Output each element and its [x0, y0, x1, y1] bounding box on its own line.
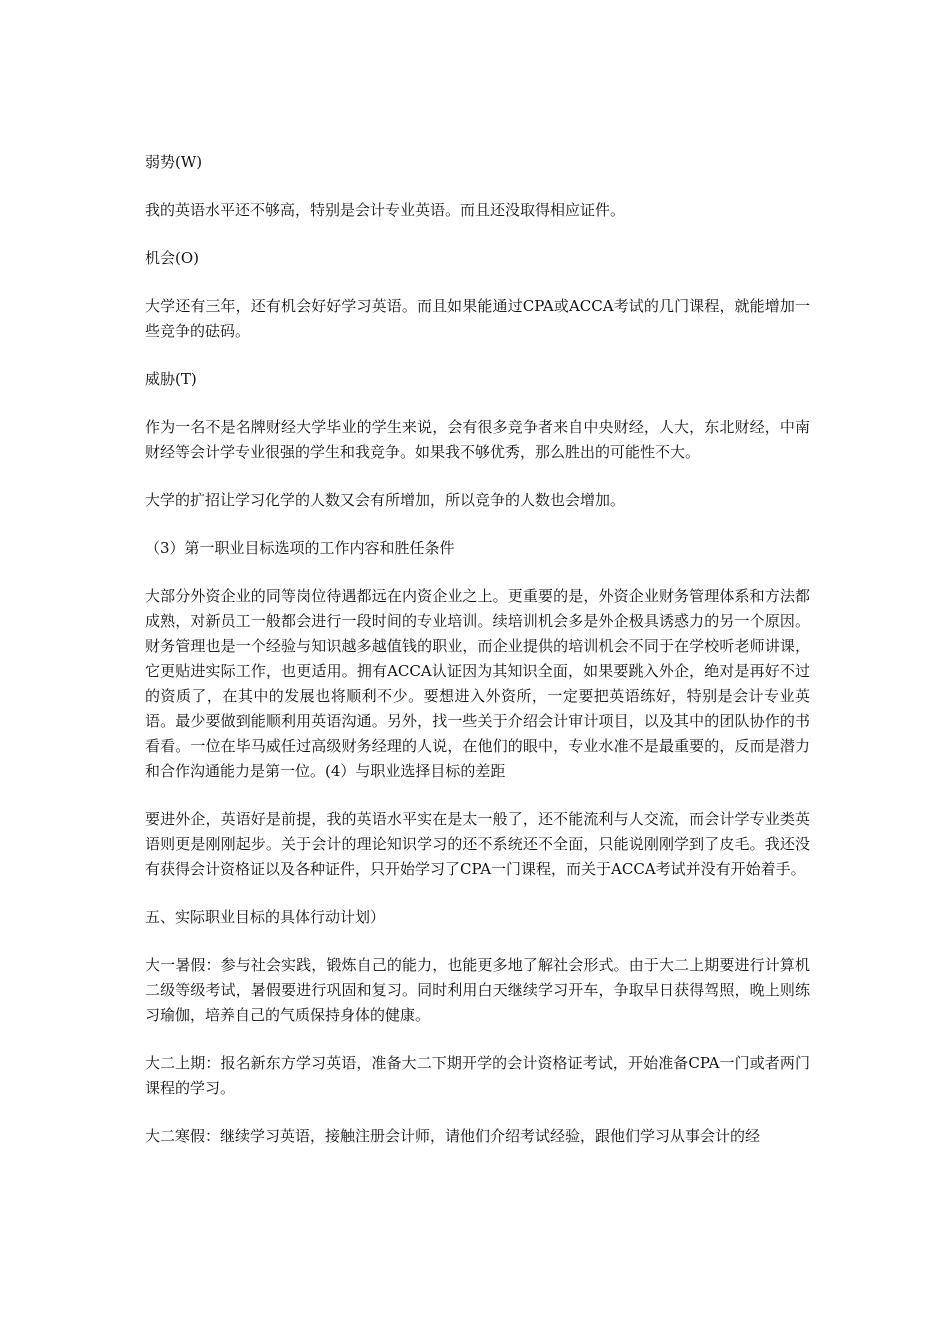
plan-freshman-summer: 大一暑假：参与社会实践，锻炼自己的能力，也能更多地了解社会形式。由于大二上期要进行计算机二级等级考试，暑假要进行巩固和复习。同时利用白天继续学习开车，争取早日获得驾照，晚上则练习瑜伽，培养自己的气质保持身体的健康。 [145, 956, 810, 1024]
opportunity-paragraph: 大学还有三年，还有机会好好学习英语。而且如果能通过CPA或ACCA考试的几门课程，就能增加一些竞争的砝码。 [145, 297, 810, 340]
section-heading-5: 五、实际职业目标的具体行动计划） [145, 908, 386, 926]
weakness-paragraph: 我的英语水平还不够高，特别是会计专业英语。而且还没取得相应证件。 [145, 201, 626, 219]
section-heading-3: （3）第一职业目标选项的工作内容和胜任条件 [145, 539, 455, 557]
document-page [145, 150, 810, 1172]
heading-threat: 威胁(T) [145, 370, 197, 388]
heading-opportunity: 机会(O) [145, 249, 200, 267]
job-content-paragraph: 大部分外资企业的同等岗位待遇都远在内资企业之上。更重要的是，外资企业财务管理体系和方法都成熟，对新员工一般都会进行一段时间的专业培训。续培训机会多是外企极具诱惑力的另一个原因。财务管理也是一个经验与知识越多越值钱的职业，而企业提供的培训机会不同于在学校听老师讲课，它更贴进实际工作，也更适用。拥有ACCA认证因为其知识全面，如果要跳入外企，绝对是再好不过的资质了，在其中的发展也将顺利不少。要想进入外资所，一定要把英语练好，特别是会计专业英语。最少要做到能顺利用英语沟通。另外，找一些关于介绍会计审计项目，以及其中的团队协作的书看看。一位在毕马威任过高级财务经理的人说，在他们的眼中，专业水准不是最重要的，反而是潜力和合作沟通能力是第一位。(4）与职业选择目标的差距 [145, 587, 810, 780]
gap-paragraph: 要进外企，英语好是前提，我的英语水平实在是太一般了，还不能流利与人交流，而会计学专业类英语则更是刚刚起步。关于会计的理论知识学习的还不系统还不全面，只能说刚刚学到了皮毛。我还没有获得会计资格证以及各种证件，只开始学习了CPA一门课程，而关于ACCA考试并没有开始着手。 [145, 810, 810, 878]
plan-sophomore-winter: 大二寒假：继续学习英语，接触注册会计师，请他们介绍考试经验，跟他们学习从事会计的经 [145, 1127, 761, 1145]
threat-paragraph-2: 大学的扩招让学习化学的人数又会有所增加，所以竞争的人数也会增加。 [145, 491, 626, 509]
plan-sophomore-fall: 大二上期：报名新东方学习英语，准备大二下期开学的会计资格证考试，开始准备CPA一门或者两门课程的学习。 [145, 1054, 810, 1097]
heading-weakness: 弱势(W) [145, 153, 203, 171]
threat-paragraph-1: 作为一名不是名牌财经大学毕业的学生来说，会有很多竞争者来自中央财经，人大，东北财经，中南财经等会计学专业很强的学生和我竞争。如果我不够优秀，那么胜出的可能性不大。 [145, 418, 810, 461]
